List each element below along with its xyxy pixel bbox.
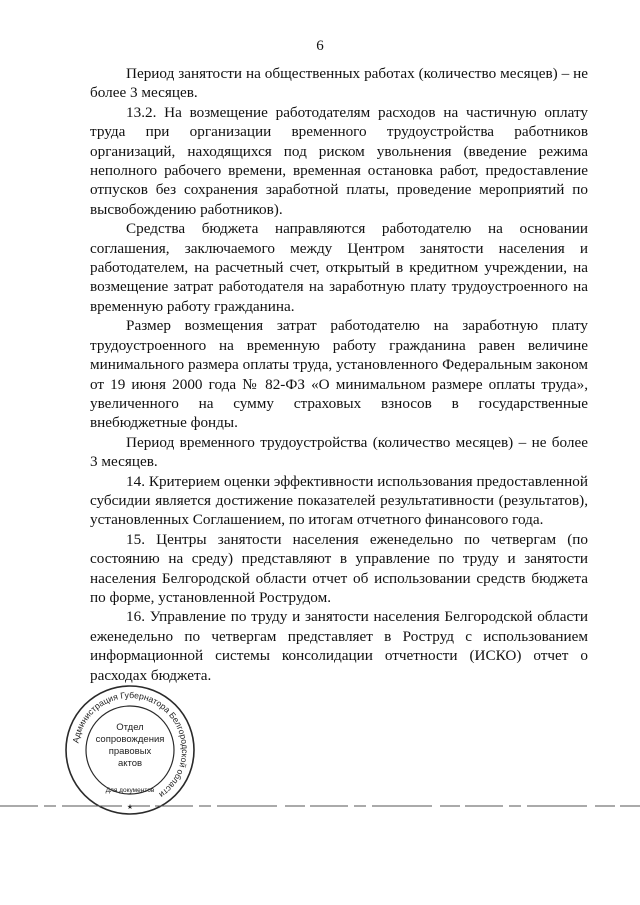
paragraph-13-2: 13.2. На возмещение работодателям расходов на частичную оплату труда при организации временного трудоустройства работников организаций, находящихся под риском увольнения (введение режима неполного рабочего времени, временная остановка работ, предоставление отпусков без сохранения заработной платы, проведение мероприятий по высвобождению работников).	[90, 103, 588, 218]
stamp-line: актов	[117, 758, 143, 769]
official-stamp	[62, 682, 198, 818]
stamp-ring-text: Администрация Губернатора Белгородской области	[70, 689, 191, 801]
stamp-line: Отдел	[116, 722, 144, 733]
document-body	[90, 64, 588, 685]
paragraph-15: 15. Центры занятости населения еженедельно по четвергам (по состоянию на среду) представляют в управление по труду и занятости населения Белгородской области отчет об использовании средств бюджета по форме, установленной Рострудом.	[90, 530, 588, 606]
paragraph-16: 16. Управление по труду и занятости населения Белгородской области еженедельно по четвергам представляет в Роструд с использованием информационной системы консолидации отчетности (ИСКО) отчет о расходах бюджета.	[90, 608, 588, 684]
stamp-center-text	[94, 722, 166, 770]
paragraph-period-public-works: Период занятости на общественных работах (количество месяцев) – не более 3 месяцев.	[90, 65, 588, 102]
stamp-line: сопровождения	[95, 734, 165, 745]
paragraph-period-temporary-employment: Период временного трудоустройства (количество месяцев) – не более 3 месяцев.	[90, 433, 588, 471]
paragraph-reimbursement-amount: Размер возмещения затрат работодателю на заработную плату трудоустроенного на временную работу гражданина равен величине минимального размера оплаты труда, установленного Федеральным законом от 19 июня 2000 года № 82-ФЗ «О минимальном размере оплаты труда», увеличенного на сумму страховых взносов в государственные внебюджетные фонды.	[90, 317, 588, 432]
page-number: 6	[316, 38, 324, 54]
footer-dashed-rule	[0, 805, 640, 807]
paragraph-budget-funds: Средства бюджета направляются работодателю на основании соглашения, заключаемого между Центром занятости населения и работодателем, на расчетный счет, открытый в кредитном учреждении, на возмещение затрат работодателя на заработную плату трудоустроенного на временную работу гражданина.	[90, 220, 588, 315]
paragraph-14: 14. Критерием оценки эффективности использования предоставленной субсидии является достижение показателей результативности (результатов), установленных Соглашением, по итогам отчетного финансового года.	[90, 472, 588, 529]
svg-text:★: ★	[126, 803, 134, 811]
stamp-line: правовых	[108, 746, 152, 757]
stamp-bottom-text: Для документов	[105, 787, 155, 794]
